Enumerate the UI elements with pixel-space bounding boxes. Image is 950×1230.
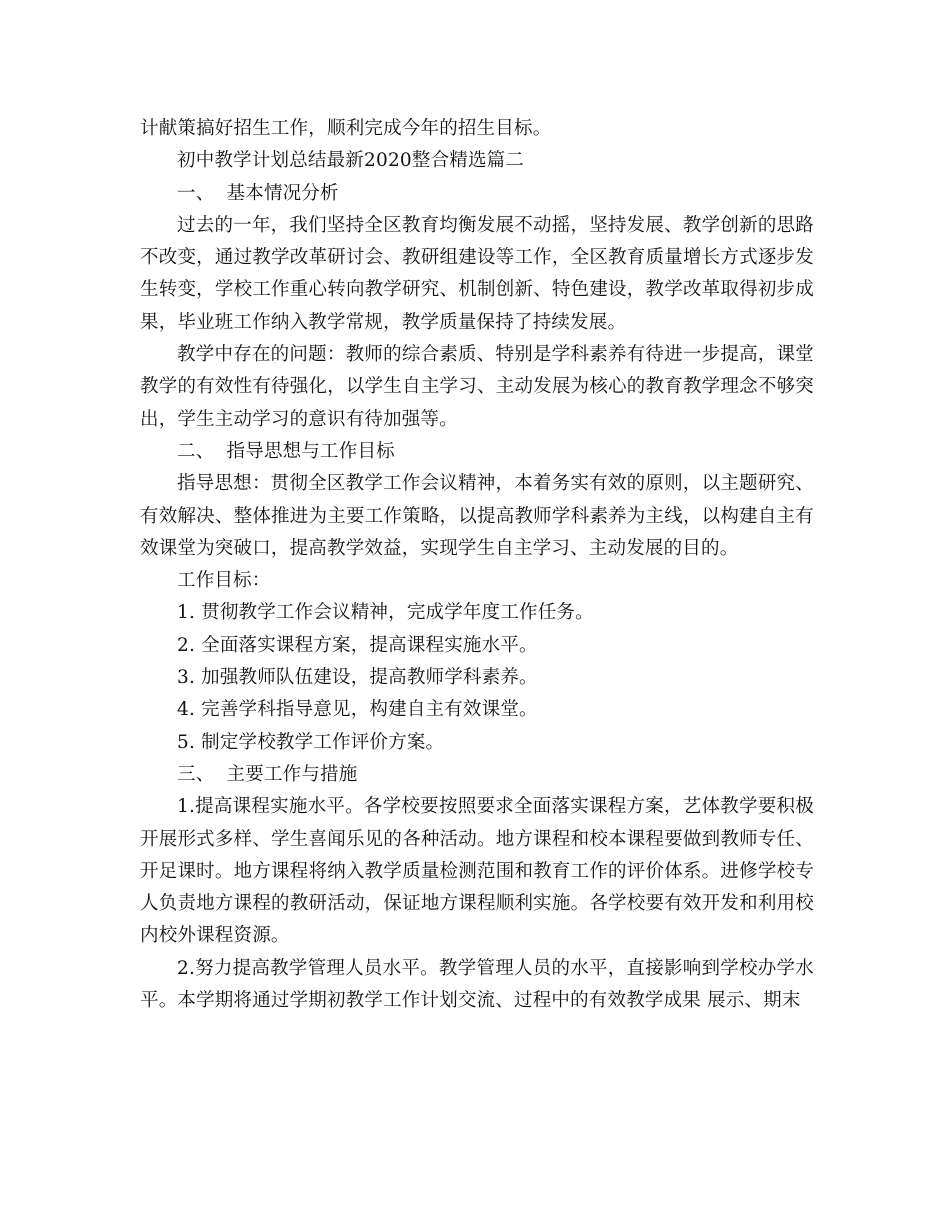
goal-item-4: 4. 完善学科指导意见，构建自主有效课堂。 (177, 699, 538, 721)
heading-guiding-thought: 二、 指导思想与工作目标 (177, 440, 395, 462)
heading-basic-analysis: 一、 基本情况分析 (177, 182, 339, 204)
goal-item-3: 3. 加强教师队伍建设，提高教师学科素养。 (177, 667, 538, 689)
section-title: 初中教学计划总结最新2020整合精选篇二 (177, 150, 525, 172)
goal-item-5: 5. 制定学校教学工作评价方案。 (177, 731, 445, 753)
paragraph-measure-1: 1.提高课程实施水平。各学校要按照要求全面落实课程方案，艺体教学要积极开展形式多样、学生喜闻乐见的各种活动。地方课程和校本课程要做到教师专任、开足课时。地方课程将纳入教学质量检测范围和教育工作的评价体系。进修学校专人负责地方课程的教研活动，保证地方课程顺利实施。各学校要有效开发和利用校内校外课程资源。 (140, 796, 814, 947)
paragraph-guiding-thought: 指导思想：贯彻全区教学工作会议精神，本着务实有效的原则，以主题研究、有效解决、整体推进为主要工作策略，以提高教师学科素养为主线，以构建自主有效课堂为突破口，提高教学效益，实现学生自主学习、主动发展的目的。 (140, 473, 814, 559)
goal-item-1: 1. 贯彻教学工作会议精神，完成学年度工作任务。 (177, 602, 594, 624)
paragraph-continuation: 计献策搞好招生工作，顺利完成今年的招生目标。 (140, 118, 552, 139)
paragraph-past-year: 过去的一年，我们坚持全区教育均衡发展不动摇，坚持发展、教学创新的思路不改变，通过教学改革研讨会、教研组建设等工作，全区教育质量增长方式逐步发生转变，学校工作重心转向教学研究、机制创新、特色建设，教学改革取得初步成果，毕业班工作纳入教学常规，教学质量保持了持续发展。 (140, 214, 814, 333)
work-goals-label: 工作目标： (177, 570, 271, 592)
document-body (140, 113, 814, 1017)
paragraph-measure-2: 2.努力提高教学管理人员水平。教学管理人员的水平，直接影响到学校办学水平。本学期将通过学期初教学工作计划交流、过程中的有效教学成果 展示、期末 (140, 957, 814, 1012)
paragraph-problems: 教学中存在的问题：教师的综合素质、特别是学科素养有待进一步提高，课堂教学的有效性有待强化，以学生自主学习、主动发展为核心的教育教学理念不够突出，学生主动学习的意识有待加强等。 (140, 344, 814, 430)
goal-item-2: 2. 全面落实课程方案，提高课程实施水平。 (177, 634, 538, 656)
heading-main-work: 三、 主要工作与措施 (177, 763, 358, 785)
